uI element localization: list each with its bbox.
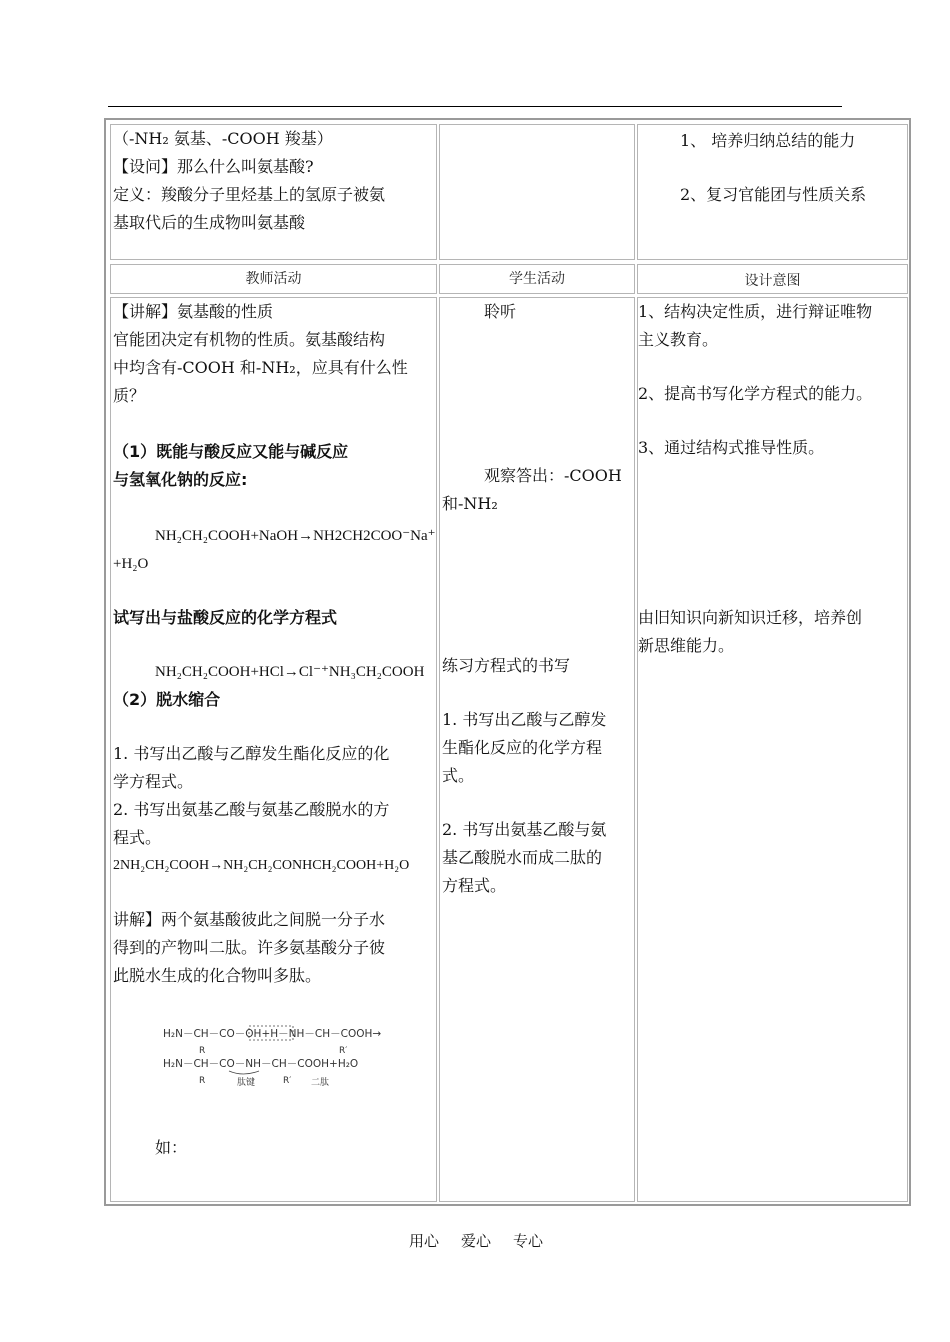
student-line: 观察答出：-COOH — [484, 466, 622, 485]
header-design-cell — [637, 264, 908, 294]
design-line: 由旧知识向新知识迁移，培养创 — [638, 608, 863, 627]
design-line: 1、结构决定性质，进行辩证唯物 — [638, 302, 873, 321]
teacher-line: 程式。 — [113, 828, 162, 847]
peptide-bond-brace — [229, 1071, 259, 1074]
student-activity-cell — [439, 297, 635, 1202]
footer-word: 用心 — [409, 1232, 440, 1250]
teacher-line: 质？ — [113, 386, 146, 405]
top-line-4: 基取代后的生成物叫氨基酸 — [113, 213, 306, 232]
diagram-dipeptide: 二肽 — [311, 1078, 330, 1088]
diagram-r2b: R′ — [283, 1076, 292, 1086]
diagram-r1: R — [199, 1046, 206, 1056]
teacher-line: 2. 书写出氨基乙酸与氨基乙酸脱水的方 — [113, 800, 390, 819]
top-design-cell — [637, 124, 908, 260]
header-design: 设计意图 — [744, 273, 801, 289]
design-line: 3、通过结构式推导性质。 — [638, 438, 825, 457]
teacher-line: 讲解】两个氨基酸彼此之间脱一分子水 — [113, 910, 386, 929]
teacher-line: 学方程式。 — [113, 772, 194, 791]
diagram-peptide-bond: 肽键 — [237, 1078, 256, 1088]
footer-word: 专心 — [513, 1232, 544, 1250]
student-line: 式。 — [442, 766, 475, 785]
design-line: 新思维能力。 — [638, 636, 735, 655]
design-line: 主义教育。 — [638, 330, 719, 349]
student-line: 生酯化反应的化学方程 — [442, 738, 603, 757]
equation: NH₂CH₂COOH+HCl→Cl⁻⁺NH₃CH₂COOH — [155, 664, 425, 680]
page-footer — [409, 1230, 565, 1251]
diagram-r1b: R′ — [339, 1046, 348, 1056]
design-intent-cell — [637, 297, 908, 1202]
header-rule — [108, 106, 842, 107]
dipeptide-formation-diagram — [163, 1023, 423, 1091]
top-design-2: 2、复习官能团与性质关系 — [680, 185, 867, 204]
top-line-3: 定义：羧酸分子里烃基上的氢原子被氨 — [113, 185, 386, 204]
lesson-table — [104, 118, 911, 1206]
equation: NH₂CH₂COOH+NaOH→NH2CH2COO⁻Na⁺ — [155, 528, 436, 544]
diagram-line-1: H₂N－CH－CO－OH+H－NH－CH－COOH→ — [163, 1028, 382, 1040]
teacher-line: 中均含有-COOH 和-NH₂，应具有什么性 — [113, 358, 408, 377]
student-line: 基乙酸脱水而成二肽的 — [442, 848, 603, 867]
equation: +H₂O — [113, 556, 149, 572]
student-line: 2. 书写出氨基乙酸与氨 — [442, 820, 607, 839]
top-design-1: 1、 培养归纳总结的能力 — [680, 131, 856, 150]
equation: 2NH₂CH₂COOH→NH₂CH₂CONHCH₂COOH+H₂O — [113, 858, 410, 873]
design-line: 2、提高书写化学方程式的能力。 — [638, 384, 873, 403]
teacher-line: 此脱水生成的化合物叫多肽。 — [113, 966, 322, 985]
header-teacher: 教师活动 — [245, 271, 302, 287]
top-line-2: 【设问】那么什么叫氨基酸? — [113, 157, 314, 176]
section-heading: （2）脱水缩合 — [113, 690, 221, 709]
student-line: 练习方程式的书写 — [442, 656, 571, 675]
student-line: 和-NH₂ — [442, 494, 498, 513]
teacher-line: 【讲解】氨基酸的性质 — [113, 302, 274, 321]
section-heading: （1）既能与酸反应又能与碱反应 — [113, 442, 349, 461]
top-student-cell — [439, 124, 635, 260]
header-student: 学生活动 — [509, 271, 565, 287]
teacher-line: 1. 书写出乙酸与乙醇发生酯化反应的化 — [113, 744, 390, 763]
example-label: 如： — [155, 1138, 188, 1157]
top-line-1: （-NH₂ 氨基、-COOH 羧基） — [113, 129, 333, 148]
teacher-activity-cell — [110, 297, 437, 1202]
teacher-line: 得到的产物叫二肽。许多氨基酸分子彼 — [113, 938, 386, 957]
section-heading: 试写出与盐酸反应的化学方程式 — [113, 608, 338, 627]
header-student-cell — [439, 264, 635, 294]
footer-word: 爱心 — [461, 1232, 492, 1250]
student-line: 聆听 — [484, 302, 517, 321]
diagram-line-2: H₂N－CH－CO－NH－CH－COOH+H₂O — [163, 1058, 359, 1070]
header-teacher-cell — [110, 264, 437, 294]
diagram-r2: R — [199, 1076, 206, 1086]
student-line: 方程式。 — [442, 876, 507, 895]
top-teacher-cell — [110, 124, 437, 260]
teacher-line: 官能团决定有机物的性质。氨基酸结构 — [113, 330, 386, 349]
student-line: 1. 书写出乙酸与乙醇发 — [442, 710, 607, 729]
section-heading: 与氢氧化钠的反应: — [113, 470, 248, 489]
